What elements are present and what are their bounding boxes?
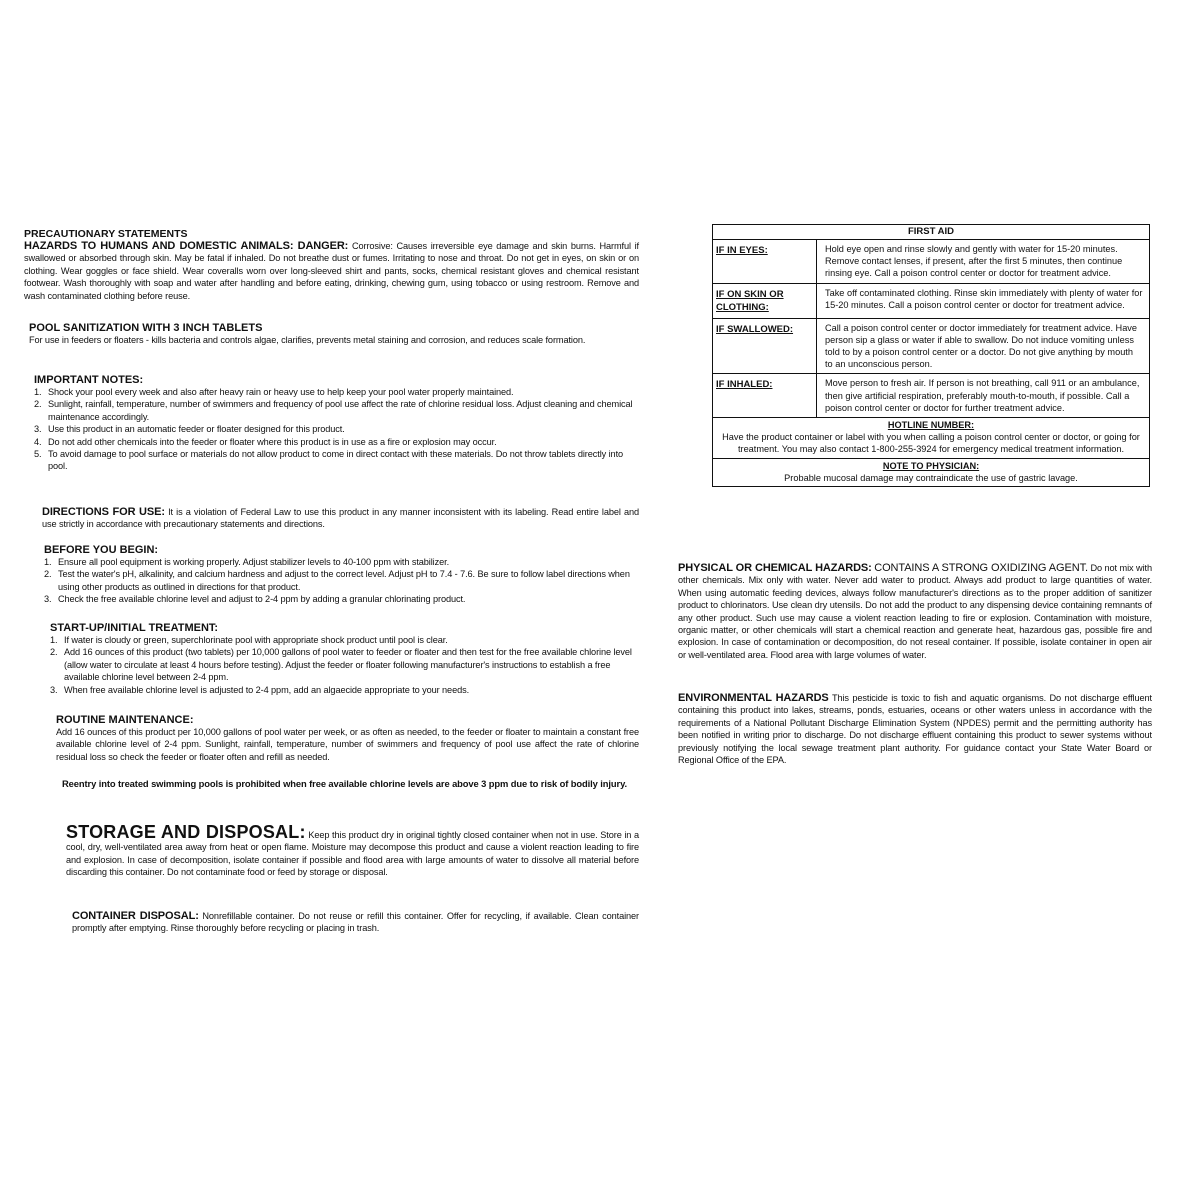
before-step-item (44, 556, 639, 568)
before-step-item-text: Check the free available chlorine level and adjust to 2-4 ppm by adding a granular chlorinating product. (58, 594, 466, 605)
hotline-title: HOTLINE NUMBER: (887, 420, 975, 431)
first-aid-text: Take off contaminated clothing. Rinse skin immediately with plenty of water for 15-20 minutes. Call a poison control center or doctor for treatment advice. (825, 287, 1143, 310)
startup-list (50, 634, 639, 696)
container-disposal-paragraph (72, 910, 639, 935)
first-aid-title: FIRST AID (713, 225, 1149, 240)
container-disposal-text: Nonrefillable container. Do not reuse or refill this container. Offer for recycling, if available. Clean container promptly after emptying. Rinse thoroughly before recycling or placing in trash. (72, 911, 640, 934)
hotline-section (713, 418, 1149, 459)
first-aid-label: IF INHALED: (713, 374, 817, 417)
hazards-paragraph (24, 240, 639, 302)
hotline-text: Have the product container or label with you when calling a poison control center or doctor, or going for treatment. You may also contact 1-800-255-3924 for emergency medical treatment information. (722, 432, 1140, 455)
precautionary-title: PRECAUTIONARY STATEMENTS (24, 228, 188, 240)
startup-step-item-text: If water is cloudy or green, superchlorinate pool with appropriate shock product until pool is clear. (64, 635, 448, 645)
before-step-item-number: 3. (44, 594, 52, 605)
hazards-text: Corrosive: Causes irreversible eye damage and skin burns. Harmful if swallowed or absorbed through skin. May be fatal if inhaled. Do not breathe dust or fumes. Irritating to nose and throat. Do not get in eyes, on skin or on clothing. Wear goggles or face shield. Wear coveralls worn over long-sleeved shirt and pants, socks, chemical resistant gloves and chemical resistant footwear. Wash thoroughly with soap and water after handling and before eating, drinking, chewing gum, using tobacco or using restroom. Remove and wash contaminated clothing before reuse. (24, 241, 639, 301)
startup-step-item-text: Add 16 ounces of this product (two tablets) per 10,000 gallons of pool water to feeder or floater and then test for the free available chlorine level (allow water to circulate at least 4 hours before testing). Adjust the feeder or floater following manufacturer's instructions to establish a free available chlorine level between 2-4 ppm. (64, 647, 632, 683)
pool-sanitization-text: For use in feeders or floaters - kills bacteria and controls algae, clarifies, prevents metal staining and corrosion, and reduces scale formation. (29, 335, 586, 345)
first-aid-rows (713, 240, 1149, 418)
before-step-item-number: 2. (44, 569, 52, 580)
environmental-hazards-heading: ENVIRONMENTAL HAZARDS (678, 692, 829, 704)
environmental-hazards-text: This pesticide is toxic to fish and aquatic organisms. Do not discharge effluent containing this product into lakes, streams, ponds, estuaries, oceans or other waters unless in accordance with the requirements of a National Pollutant Discharge Elimination System (NPDES) permit and the permitting authority has been notified in writing prior to discharge. Do not discharge effluent containing this product to sewer systems without previously notifying the local sewage treatment plant authority. For guidance contact your State Water Board or Regional Office of the EPA. (678, 693, 1152, 766)
important-note-item (34, 423, 639, 435)
startup-section (50, 622, 639, 696)
environmental-hazards-section (678, 692, 1152, 766)
before-you-begin-heading: BEFORE YOU BEGIN: (44, 544, 159, 556)
storage-section (66, 822, 639, 879)
first-aid-label: IF SWALLOWED: (713, 319, 817, 374)
physical-hazards-subheading: CONTAINS A STRONG OXIDIZING AGENT. (874, 562, 1088, 574)
important-notes-section (34, 374, 639, 473)
first-aid-row (713, 374, 1149, 418)
physical-hazards-section (678, 562, 1152, 661)
storage-heading: STORAGE AND DISPOSAL: (66, 822, 306, 842)
hazards-heading: HAZARDS TO HUMANS AND DOMESTIC ANIMALS: DANGER: (24, 240, 349, 252)
routine-maintenance-text: Add 16 ounces of this product per 10,000 gallons of pool water per week, or as often as needed, to the feeder or floater to maintain a constant free available chlorine level of 2-4 ppm. Sunlight, rainfall, temperature, number of swimmers and frequency of pool use affect the rate of chlorine residual loss so check the feeder or floater often and refill as needed. (56, 727, 639, 762)
directions-text: It is a violation of Federal Law to use this product in any manner inconsistent with its labeling. Read entire label and use strictly in accordance with precautionary statements and directions. (42, 507, 639, 530)
important-note-item-number: 1. (34, 387, 42, 397)
first-aid-row (713, 284, 1149, 319)
important-notes-heading: IMPORTANT NOTES: (34, 374, 144, 386)
important-note-item-text: Sunlight, rainfall, temperature, number of swimmers and frequency of pool use affect the rate of chlorine residual loss. Adjust cleaning and chemical maintenance accordingly. (48, 399, 633, 422)
startup-step-item-number: 1. (50, 635, 58, 645)
environmental-hazards-paragraph (678, 692, 1152, 766)
startup-step-item-number: 2. (50, 647, 58, 658)
important-note-item (34, 386, 639, 398)
before-step-item-text: Ensure all pool equipment is working properly. Adjust stabilizer levels to 40-100 ppm with stabilizer. (58, 557, 450, 567)
before-step-item (44, 568, 639, 593)
important-note-item (34, 448, 639, 473)
startup-step-item (50, 646, 639, 683)
important-note-item-number: 5. (34, 449, 42, 460)
directions-section (42, 506, 639, 531)
directions-heading: DIRECTIONS FOR USE: (42, 506, 165, 518)
physical-hazards-paragraph (678, 562, 1152, 661)
first-aid-box (712, 224, 1150, 487)
before-you-begin-section (44, 544, 639, 606)
first-aid-row (713, 319, 1149, 375)
physician-section (713, 459, 1149, 486)
startup-step-item-text: When free available chlorine level is adjusted to 2-4 ppm, add an algaecide appropriate to your needs. (64, 684, 470, 695)
important-note-item-text: Use this product in an automatic feeder or floater designed for this product. (48, 424, 345, 435)
pool-sanitization-section (29, 322, 639, 346)
physician-title: NOTE TO PHYSICIAN: (882, 460, 980, 471)
important-note-item-text: Do not add other chemicals into the feeder or floater where this product is in use as a fire or explosion may occur. (48, 436, 497, 447)
physical-hazards-text: Do not mix with other chemicals. Mix only with water. Never add water to product. Always add product to large quantities of water. When using automatic feeding devices, always follow manufacturer's directions as to the proper addition of sanitizer product to chlorinators. Use clean dry utensils. Do not add the product to any dispensing device containing remnants of any other product. Such use may cause a violent reaction leading to fire or explosion. Contamination with moisture, organic matter, or other chemicals will start a chemical reaction and generate heat, hazardous gas, possible fire and explosion. In case of contamination or decomposition, do not reseal container. If possible, isolate container in open air or well-ventilated area. Flood area with large volumes of water. (678, 563, 1153, 660)
first-aid-label: IF IN EYES: (713, 240, 817, 283)
first-aid-text: Hold eye open and rinse slowly and gently with water for 15-20 minutes. Remove contact lenses, if present, after the first 5 minutes, then continue rinsing eye. Call a poison control center or doctor for treatment advice. (825, 244, 1123, 279)
first-aid-text: Call a poison control center or doctor immediately for treatment advice. Have person sip a glass or water if able to swallow. Do not induce vomiting unless told to by a poison control center or a doctor. Do not give anything by mouth to an unconscious person. (825, 322, 1138, 370)
startup-step-item-number: 3. (50, 684, 58, 695)
first-aid-text: Move person to fresh air. If person is not breathing, call 911 or an ambulance, then give artificial respiration, preferably mouth-to-mouth, if possible. Call a poison control center or doctor for further treatment advice. (825, 378, 1140, 413)
important-notes-list (34, 386, 639, 473)
important-note-item-text: To avoid damage to pool surface or materials do not allow product to come in direct contact with these materials. Do not throw tablets directly into pool. (48, 449, 624, 472)
important-note-item-number: 2. (34, 399, 42, 410)
routine-maintenance-heading: ROUTINE MAINTENANCE: (56, 714, 194, 726)
physical-hazards-heading: PHYSICAL OR CHEMICAL HAZARDS: (678, 562, 872, 574)
storage-text: Keep this product dry in original tightly closed container when not in use. Store in a cool, dry, well-ventilated area away from heat or open flame. Moisture may decompose this product and cause a violent reaction leading to fire and explosion. In case of decomposition, isolate container if possible and flood area with large amounts of water to dissolve all material before discarding this container. Do not contaminate food or feed by storage or disposal. (66, 830, 639, 878)
startup-step-item (50, 634, 639, 646)
pool-sanitization-heading: POOL SANITIZATION WITH 3 INCH TABLETS (29, 322, 263, 334)
first-aid-row (713, 240, 1149, 284)
storage-paragraph (66, 822, 639, 879)
physician-text: Probable mucosal damage may contraindicate the use of gastric lavage. (784, 472, 1078, 483)
before-you-begin-list (44, 556, 639, 606)
routine-maintenance-section (56, 714, 639, 763)
reentry-section (62, 778, 639, 790)
important-note-item-text: Shock your pool every week and also after heavy rain or heavy use to help keep your pool water properly maintained. (48, 387, 514, 397)
important-note-item-number: 3. (34, 424, 42, 435)
container-disposal-section (72, 910, 639, 935)
before-step-item-number: 1. (44, 557, 52, 567)
container-disposal-heading: CONTAINER DISPOSAL: (72, 910, 199, 922)
directions-paragraph (42, 506, 639, 531)
startup-heading: START-UP/INITIAL TREATMENT: (50, 622, 219, 634)
before-step-item-text: Test the water's pH, alkalinity, and calcium hardness and adjust to the correct level. Adjust pH to 7.4 - 7.6. Be sure to follow label directions when using other products as outlined in directions for that product. (58, 569, 630, 592)
important-note-item (34, 436, 639, 448)
first-aid-label: IF ON SKIN OR CLOTHING: (713, 284, 817, 318)
before-step-item (44, 593, 639, 605)
precautionary-section (24, 228, 639, 302)
reentry-text: Reentry into treated swimming pools is prohibited when free available chlorine levels are above 3 ppm due to risk of bodily injury. (62, 778, 627, 789)
startup-step-item (50, 684, 639, 696)
important-note-item-number: 4. (34, 436, 42, 447)
important-note-item (34, 398, 639, 423)
